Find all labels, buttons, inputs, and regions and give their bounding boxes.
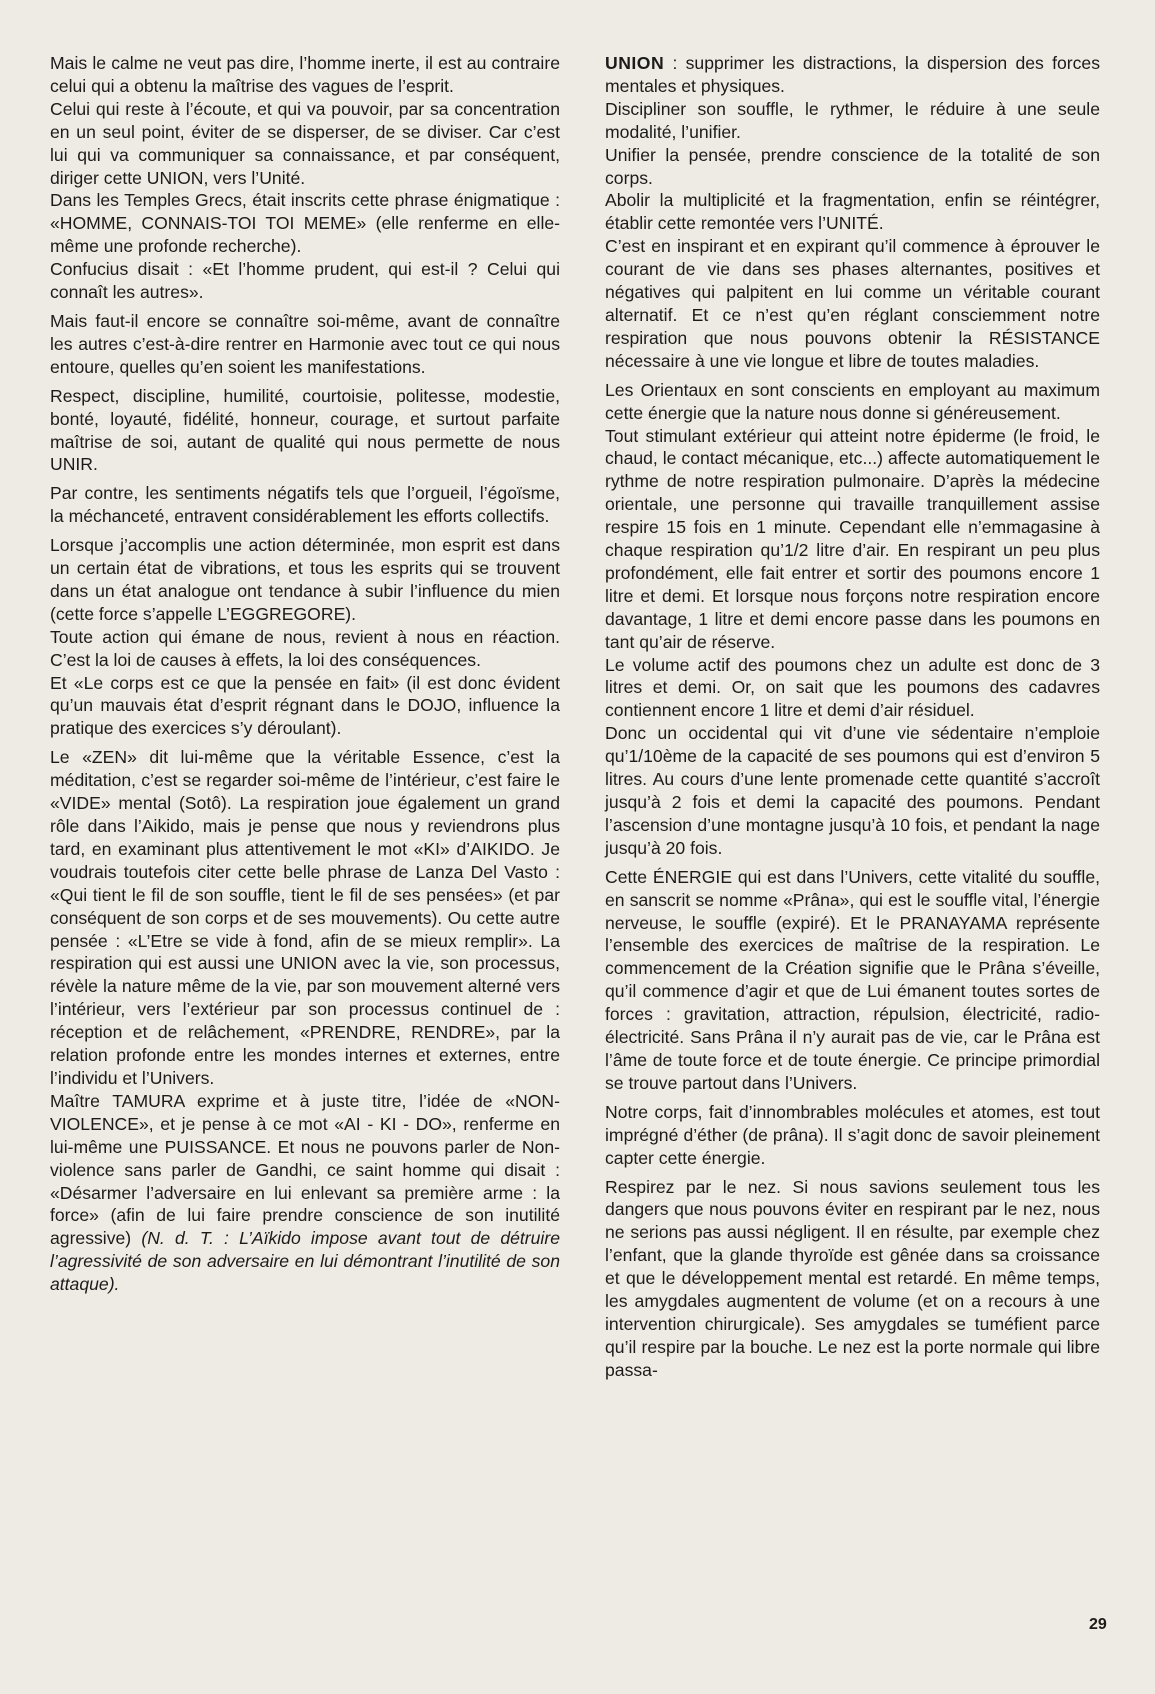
paragraph: Discipliner son souffle, le rythmer, le réduire à une seule modalité, l’unifier. — [605, 98, 1100, 142]
paragraph: Les Orientaux en sont conscients en employant au maximum cette énergie que la nature nous donne si généreusement. — [605, 379, 1100, 423]
page-number: 29 — [1089, 1616, 1107, 1633]
paragraph: Respirez par le nez. Si nous savions seulement tous les dangers que nous pouvons éviter en respirant par le nez, nous ne serions pas aussi négligent. Il en résulte, par exemple chez l’enfant, que la glande thyroïde est gênée dans sa croissance et que le développement mental est retardé. En même temps, les amygdales augmentent de volume (et on a recours à une intervention chirurgicale). Ses amygdales se tuméfient parce qu’il respire par la bouche. Le nez est la porte normale qui libre passa- — [605, 1176, 1100, 1380]
right-column — [605, 52, 1100, 1382]
paragraph: Par contre, les sentiments négatifs tels que l’orgueil, l’égoïsme, la méchanceté, entravent considérablement les efforts collectifs. — [50, 483, 560, 527]
paragraph: Et «Le corps est ce que la pensée en fait» (il est donc évident qu’un mauvais état d’esprit régnant dans le DOJO, influence la pratique des exercices s’y déroulant). — [50, 672, 560, 739]
paragraph: Dans les Temples Grecs, était inscrits cette phrase énigmatique : «HOMME, CONNAIS-TOI TOI MEME» (elle renferme en elle-même une profonde recherche). — [50, 190, 560, 257]
left-column — [50, 52, 560, 1296]
paragraph: Lorsque j’accomplis une action déterminée, mon esprit est dans un certain état de vibrations, et tous les esprits qui se trouvent dans un état analogue ont tendance à subir l’influence du mien (cette force s’appelle L’EGGREGORE). — [50, 535, 560, 624]
paragraph: Celui qui reste à l’écoute, et qui va pouvoir, par sa concentration en un seul point, éviter de se disperser, de se diviser. Car c’est lui qui va communiquer sa connaissance, et par conséquent, diriger cette UNION, vers l’Unité. — [50, 98, 560, 188]
paragraph: Donc un occidental qui vit d’une vie sédentaire n’emploie qu’1/10ème de la capacité de ses poumons qui est d’environ 5 litres. Au cours d’une lente promenade cette quantité s’accroît jusqu’à 2 fois et demi la capacité des poumons. Pendant l’ascension d’une montagne jusqu’à 10 fois, et pendant la nage jusqu’à 20 fois. — [605, 723, 1100, 858]
paragraph: Confucius disait : «Et l’homme prudent, qui est-il ? Celui qui connaît les autres». — [50, 259, 560, 303]
paragraph: Mais le calme ne veut pas dire, l’homme inerte, il est au contraire celui qui a obtenu la maîtrise des vagues de l’esprit. — [50, 53, 560, 96]
union-heading: UNION — [605, 53, 665, 73]
paragraph: C’est en inspirant et en expirant qu’il commence à éprouver le courant de vie dans ses phases alternantes, positives et négatives qui palpitent en lui comme un véritable courant alternatif. Et ce n’est qu’en réglant consciemment notre respiration que nous pouvons obtenir la RÉSISTANCE nécessaire à une vie longue et libre de toutes maladies. — [605, 236, 1100, 371]
paragraph-text: : supprimer les distractions, la dispersion des forces mentales et physiques. — [605, 53, 1100, 96]
translator-note: (N. d. T. : L’Aïkido impose avant tout de détruire l’agressivité de son adversaire en lui démontrant l’inutilité de son attaque). — [50, 1228, 560, 1295]
paragraph: Toute action qui émane de nous, revient à nous en réaction. C’est la loi de causes à effets, la loi des conséquences. — [50, 626, 560, 670]
paragraph — [605, 52, 1100, 98]
paragraph — [50, 1090, 560, 1296]
paragraph: Cette ÉNERGIE qui est dans l’Univers, cette vitalité du souffle, en sanscrit se nomme «Prâna», qui est le souffle vital, l’énergie nerveuse, le souffle (expiré). Et le PRANAYAMA représente l’ensemble des exercices de maîtrise de la respiration. Le commencement de la Création signifie que le Prâna s’éveille, qu’il commence d’agir et que de Lui émanent toutes sortes de forces : gravitation, attraction, répulsion, électricité, radio-électricité. Sans Prâna il n’y aurait pas de vie, car le Prâna est l’âme de toute force et de toute énergie. Ce principe primordial se trouve partout dans l’Univers. — [605, 866, 1100, 1093]
paragraph: Le «ZEN» dit lui-même que la véritable Essence, c’est la méditation, c’est se regarder soi-même de l’intérieur, c’est faire le «VIDE» mental (Sotô). La respiration joue également un grand rôle dans l’Aikido, mais je pense que nous y reviendrons plus tard, en examinant plus attentivement le mot «KI» d’AIKIDO. Je voudrais toutefois citer cette belle phrase de Lanza Del Vasto : «Qui tient le fil de son souffle, tient le fil de ses pensées» (et par conséquent de son corps et de ses mouvements). Ou cette autre pensée : «L’Etre se vide à fond, afin de se mieux remplir». La respiration qui est aussi une UNION avec la vie, son processus, révèle la nature même de la vie, par son mouvement alterné vers l’intérieur, vers l’extérieur par son processus continuel de : réception et de relâchement, «PRENDRE, RENDRE», par la relation profonde entre les mondes internes et externes, entre l’individu et l’Univers. — [50, 747, 560, 1088]
paragraph: Mais faut-il encore se connaître soi-même, avant de connaître les autres c’est-à-dire rentrer en Harmonie avec tout ce qui nous entoure, quelles qu’en soient les manifestations. — [50, 310, 560, 377]
paragraph: Le volume actif des poumons chez un adulte est donc de 3 litres et demi. Or, on sait que les poumons des cadavres contiennent encore 1 litre et demi d’air résiduel. — [605, 654, 1100, 721]
paragraph: Notre corps, fait d’innombrables molécules et atomes, est tout imprégné d’éther (de prâna). Il s’agit donc de savoir pleinement capter cette énergie. — [605, 1101, 1100, 1168]
paragraph: Abolir la multiplicité et la fragmentation, enfin se réintégrer, établir cette remontée vers l’UNITÉ. — [605, 190, 1100, 234]
paragraph-text: Maître TAMURA exprime et à juste titre, l’idée de «NON-VIOLENCE», et je pense à ce mot «AI - KI - DO», renferme en lui-même une PUISSANCE. Et nous ne pouvons parler de Non-violence sans parler de Gandhi, ce saint homme qui disait : «Désarmer l’adversaire en lui enlevant sa première arme : la force» (afin de lui faire prendre conscience de son inutilité agressive) — [50, 1090, 560, 1249]
paragraph: Tout stimulant extérieur qui atteint notre épiderme (le froid, le chaud, le contact mécanique, etc...) affecte automatiquement le rythme de notre respiration pulmonaire. D’après la médecine orientale, une personne qui travaille tranquillement assise respire 15 fois en 1 minute. Cependant elle n’emmagasine à chaque respiration qu’1/2 litre d’air. En respirant un peu plus profondément, elle fait entrer et sortir des poumons encore 1 litre et demi. Et lorsque nous forçons notre respiration encore davantage, 1 litre et demi encore passe dans les poumons en tant qu’air de réserve. — [605, 425, 1100, 652]
paragraph: Respect, discipline, humilité, courtoisie, politesse, modestie, bonté, loyauté, fidélité, honneur, courage, et surtout parfaite maîtrise de soi, autant de qualité qui nous permette de nous UNIR. — [50, 385, 560, 475]
paragraph: Unifier la pensée, prendre conscience de la totalité de son corps. — [605, 144, 1100, 188]
